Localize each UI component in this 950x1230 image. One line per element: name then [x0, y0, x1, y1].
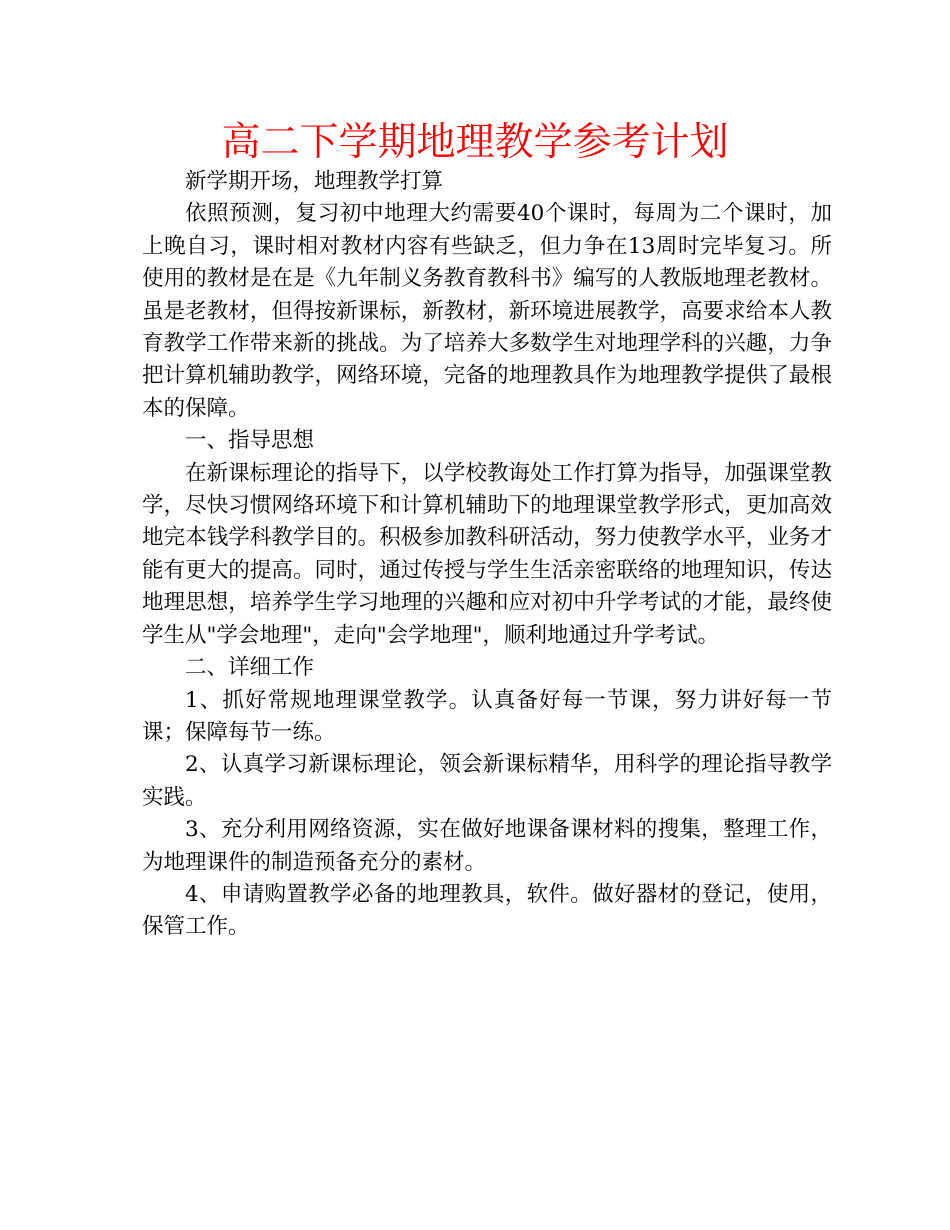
- section-heading-guiding-thought: 一、指导思想: [185, 428, 315, 454]
- list-item-3: 3、充分利用网络资源，实在做好地课备课材料的搜集，整理工作，为地理课件的制造预备充分的素材。: [142, 817, 832, 875]
- paragraph-overview: 依照预测，复习初中地理大约需要40个课时，每周为二个课时，加上晚自习，课时相对教材内容有些缺乏，但力争在13周时完毕复习。所使用的教材是在是《九年制义务教育教科书》编写的人教版地理老教材。虽是老教材，但得按新课标，新教材，新环境进展教学，高要求给本人教育教学工作带来新的挑战。为了培养大多数学生对地理学科的兴趣，力争把计算机辅助教学，网络环境，完备的地理教具作为地理教学提供了最根本的保障。: [142, 201, 832, 421]
- paragraph-guiding-thought: 在新课标理论的指导下，以学校教诲处工作打算为指导，加强课堂教学，尽快习惯网络环境下和计算机辅助下的地理课堂教学形式，更加高效地完本钱学科教学目的。积极参加教科研活动，努力使教学水平，业务才能有更大的提高。同时，通过传授与学生生活亲密联络的地理知识，传达地理思想，培养学生学习地理的兴趣和应对初中升学考试的才能，最终使学生从"学会地理"，走向"会学地理"，顺利地通过升学考试。: [142, 460, 832, 648]
- paragraph-intro: 新学期开场，地理教学打算: [185, 169, 444, 194]
- list-item-2: 2、认真学习新课标理论，领会新课标精华，用科学的理论指导教学实践。: [142, 752, 832, 810]
- section-heading-detailed-work: 二、详细工作: [185, 655, 315, 681]
- document-body: [142, 166, 832, 944]
- list-item-1: 1、抓好常规地理课堂教学。认真备好每一节课，努力讲好每一节课；保障每节一练。: [142, 687, 832, 745]
- list-item-4: 4、申请购置教学必备的地理教具，软件。做好器材的登记，使用，保管工作。: [142, 881, 832, 940]
- document-title: 高二下学期地理教学参考计划: [221, 120, 729, 165]
